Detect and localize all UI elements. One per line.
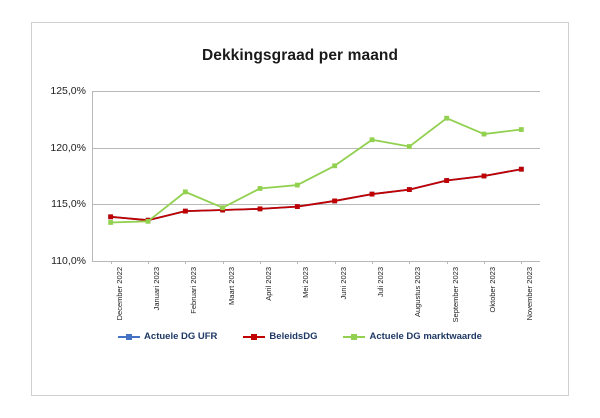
x-axis-tickmark bbox=[484, 261, 485, 264]
series-marker-2 bbox=[407, 144, 412, 149]
x-axis-tickmark bbox=[148, 261, 149, 264]
x-axis-tickmark bbox=[447, 261, 448, 264]
x-axis-tick-label: November 2023 bbox=[525, 267, 535, 321]
series-marker-1 bbox=[108, 214, 113, 219]
x-axis-tick-label: Januari 2023 bbox=[152, 267, 161, 311]
x-axis-tickmark bbox=[223, 261, 224, 264]
series-marker-1 bbox=[258, 206, 263, 211]
x-axis-tick-label: April 2023 bbox=[264, 267, 273, 301]
y-axis-tick-label: 120,0% bbox=[50, 141, 86, 154]
legend-swatch-icon-1 bbox=[243, 332, 265, 342]
series-marker-2 bbox=[370, 137, 375, 142]
x-axis-tickmark bbox=[335, 261, 336, 264]
series-marker-2 bbox=[183, 189, 188, 194]
legend-item-0[interactable] bbox=[118, 331, 217, 342]
x-axis-tickmark bbox=[185, 261, 186, 264]
series-marker-1 bbox=[407, 187, 412, 192]
x-axis-tick-label: September 2023 bbox=[450, 267, 460, 323]
legend-label-2: Actuele DG marktwaarde bbox=[369, 331, 482, 342]
x-axis-tick-label: Februari 2023 bbox=[189, 267, 199, 314]
x-axis-tick-label: Juni 2023 bbox=[338, 267, 348, 300]
plot-area bbox=[50, 85, 540, 323]
x-axis-tickmark bbox=[260, 261, 261, 264]
x-axis-tick-label: Mei 2023 bbox=[301, 267, 311, 298]
series-marker-1 bbox=[482, 174, 487, 179]
series-marker-2 bbox=[482, 132, 487, 137]
y-axis-tick-label: 125,0% bbox=[50, 85, 86, 97]
series-marker-1 bbox=[444, 178, 449, 183]
chart-container bbox=[31, 22, 569, 396]
series-lines bbox=[92, 91, 540, 261]
series-line-1 bbox=[111, 169, 522, 220]
legend-label-0: Actuele DG UFR bbox=[144, 331, 218, 342]
x-axis-tickmark bbox=[409, 261, 410, 264]
legend-swatch-icon-2 bbox=[343, 332, 365, 342]
series-marker-2 bbox=[332, 163, 337, 168]
x-axis-tick-label: Oktober 2023 bbox=[488, 267, 497, 313]
series-marker-2 bbox=[444, 116, 449, 121]
legend-item-1[interactable] bbox=[243, 331, 317, 342]
series-marker-1 bbox=[332, 199, 337, 204]
gridline bbox=[92, 261, 540, 262]
series-marker-2 bbox=[220, 205, 225, 210]
series-marker-2 bbox=[258, 186, 263, 191]
series-marker-1 bbox=[519, 167, 524, 172]
series-marker-2 bbox=[146, 219, 151, 224]
chart-title: Dekkingsgraad per maand bbox=[201, 47, 399, 64]
legend-swatch-icon-0 bbox=[118, 332, 140, 342]
series-marker-2 bbox=[108, 220, 113, 225]
y-axis-tick-label: 110,0% bbox=[51, 255, 86, 267]
legend-label-1: BeleidsDG bbox=[269, 331, 318, 342]
legend-item-2[interactable] bbox=[343, 331, 481, 342]
series-marker-1 bbox=[370, 192, 375, 197]
series-line-0 bbox=[111, 169, 522, 220]
series-marker-1 bbox=[183, 209, 188, 214]
series-marker-2 bbox=[295, 183, 300, 188]
x-axis-tick-label: Juli 2023 bbox=[376, 267, 385, 298]
y-axis-tick-label: 115,0% bbox=[51, 198, 86, 211]
x-axis-tickmark bbox=[521, 261, 522, 264]
series-marker-1 bbox=[295, 204, 300, 209]
x-axis-tickmark bbox=[372, 261, 373, 264]
x-axis-tickmark bbox=[297, 261, 298, 264]
x-axis-tickmark bbox=[111, 261, 112, 264]
x-axis-tick-label: Augustus 2023 bbox=[413, 267, 423, 318]
series-line-2 bbox=[111, 118, 522, 222]
chart-legend bbox=[32, 331, 568, 342]
x-axis-tick-label: December 2022 bbox=[114, 267, 124, 321]
series-marker-2 bbox=[519, 127, 524, 132]
x-axis-tick-label: Maart 2023 bbox=[226, 267, 236, 305]
